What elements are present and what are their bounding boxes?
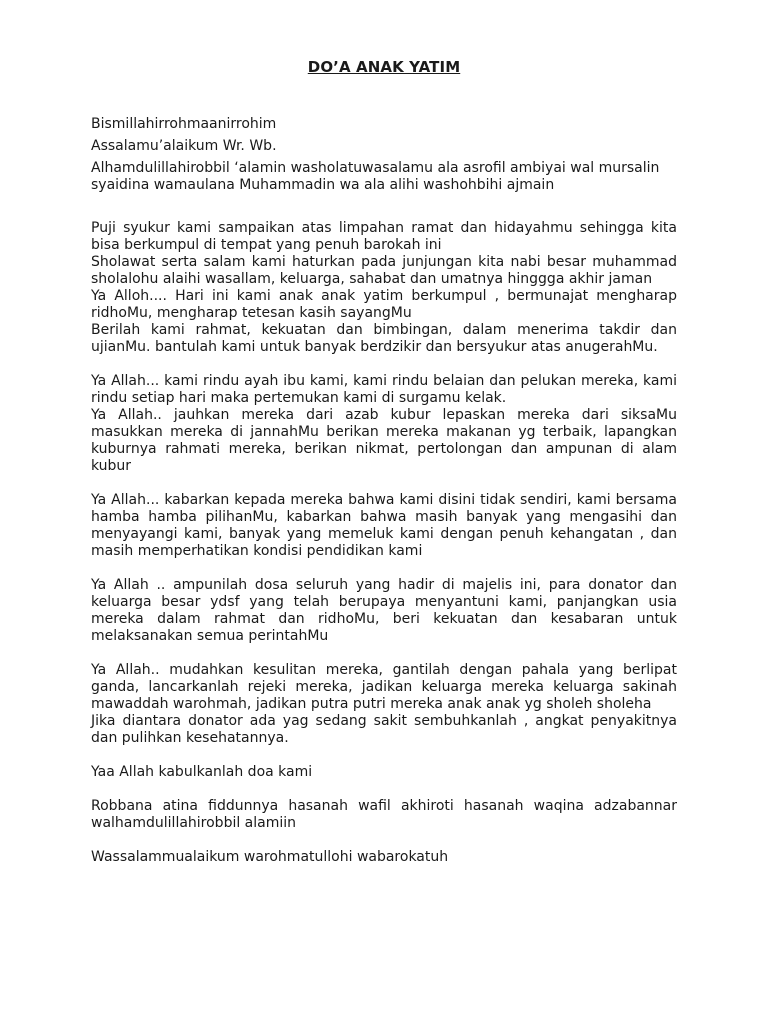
paragraph-kabulkan: Yaa Allah kabulkanlah doa kami bbox=[91, 764, 313, 780]
paragraph-bismillah: Bismillahirrohmaanirrohim bbox=[91, 116, 277, 132]
document-body bbox=[91, 116, 677, 866]
paragraph-rindu: Ya Allah... kami rindu ayah ibu kami, kami rindu belaian dan pelukan mereka, kami rindu setiap hari maka pertemukan kami di surgamu kelak. Ya Allah.. jauhkan mereka dari azab kubur lepaskan mereka dari siksaMu masukkan mereka di jannahMu berikan mereka makanan yg terbaik, lapangkan kuburnya rahmati mereka, berikan nikmat, pertolongan dan ampunan di alam kubur bbox=[91, 373, 677, 474]
paragraph-ampunilah: Ya Allah .. ampunilah dosa seluruh yang hadir di majelis ini, para donator dan keluarga besar ydsf yang telah berupaya menyantuni kami, panjangkan usia mereka dalam rahmat dan ridhoMu, beri kekuatan dan kesabaran untuk melaksanakan semua perintahMu bbox=[91, 577, 677, 644]
paragraph-salam: Assalamu’alaikum Wr. Wb. bbox=[91, 138, 277, 154]
paragraph-hamdalah: Alhamdulillahirobbil ‘alamin washolatuwasalamu ala asrofil ambiyai wal mursalin syaidina wamaulana Muhammadin wa ala alihi washohbihi ajmain bbox=[91, 160, 660, 193]
paragraph-puji-syukur: Puji syukur kami sampaikan atas limpahan ramat dan hidayahmu sehingga kita bisa berkumpul di tempat yang penuh barokah ini Sholawat serta salam kami haturkan pada junjungan kita nabi besar muhammad sholalohu alaihi wasallam, keluarga, sahabat dan umatnya hinggga akhir jaman Ya Alloh.... Hari ini kami anak anak yatim berkumpul , bermunajat mengharap ridhoMu, mengharap tetesan kasih sayangMu Berilah kami rahmat, kekuatan dan bimbingan, dalam menerima takdir dan ujianMu. bantulah kami untuk banyak berdzikir dan bersyukur atas anugerahMu. bbox=[91, 220, 677, 355]
document-title: DO’A ANAK YATIM bbox=[307, 58, 461, 76]
paragraph-mudahkan: Ya Allah.. mudahkan kesulitan mereka, gantilah dengan pahala yang berlipat ganda, lancarkanlah rejeki mereka, jadikan keluarga mereka keluarga sakinah mawaddah warohmah, jadikan putra putri mereka anak anak yg sholeh sholeha Jika diantara donator ada yag sedang sakit sembuhkanlah , angkat penyakitnya dan pulihkan kesehatannya. bbox=[91, 662, 677, 746]
paragraph-wassalam: Wassalammualaikum warohmatullohi wabarokatuh bbox=[91, 849, 449, 865]
paragraph-kabarkan: Ya Allah... kabarkan kepada mereka bahwa kami disini tidak sendiri, kami bersama hamba hamba pilihanMu, kabarkan bahwa masih banyak yang mengasihi dan menyayangi kami, banyak yang memeluk kami dengan penuh kehangatan , dan masih memperhatikan kondisi pendidikan kami bbox=[91, 492, 677, 559]
paragraph-robbana: Robbana atina fiddunnya hasanah wafil akhiroti hasanah waqina adzabannar walhamdulillahirobbil alamiin bbox=[91, 798, 677, 831]
